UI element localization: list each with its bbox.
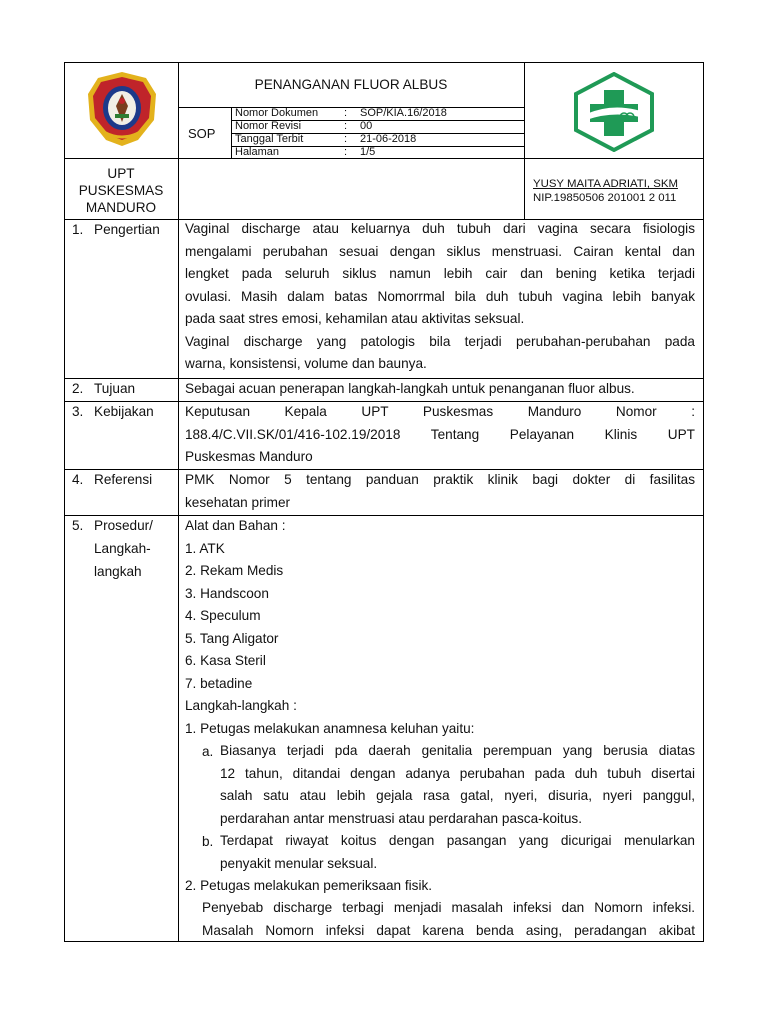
referensi-text bbox=[185, 469, 695, 514]
meta-value: SOP/KIA.16/2018 bbox=[360, 107, 447, 119]
alat-item: 2. Rekam Medis bbox=[185, 563, 284, 578]
puskesmas-logo bbox=[572, 72, 656, 152]
meta-label: Halaman bbox=[235, 146, 280, 158]
meta-label: Nomor Revisi bbox=[235, 120, 302, 132]
org-name-line: MANDURO bbox=[85, 200, 157, 215]
text-line: 12 tahun, ditandai dengan adanya perubahan pada duh tubuh disertai bbox=[220, 765, 695, 781]
divider bbox=[524, 62, 525, 219]
text-line: warna, konsistensi, volume dan baunya. bbox=[185, 356, 427, 371]
section-label: Pengertian bbox=[94, 222, 160, 237]
langkah-title: Langkah-langkah : bbox=[185, 698, 297, 713]
section-label: Referensi bbox=[94, 472, 153, 487]
section-label: Prosedur/ bbox=[94, 518, 153, 533]
section-label: Tujuan bbox=[94, 381, 136, 396]
text-line: penyakit menular seksual. bbox=[220, 855, 378, 871]
alat-item: 6. Kasa Steril bbox=[185, 653, 266, 668]
step-item: 2. Petugas melakukan pemeriksaan fisik. bbox=[185, 878, 433, 893]
section-number: 2. bbox=[72, 381, 84, 396]
pengertian-text bbox=[185, 218, 695, 376]
text-line: ovulasi. Masih dalam batas Nomorrmal bila duh tubuh vagina lebih banyak bbox=[185, 288, 695, 304]
alat-item: 3. Handscoon bbox=[185, 585, 269, 601]
section-number: 5. bbox=[72, 518, 84, 533]
sop-label: SOP bbox=[188, 126, 216, 141]
text-line: kesehatan primer bbox=[185, 494, 291, 510]
step1b-text bbox=[220, 830, 695, 875]
step-item: 1. Petugas melakukan anamnesa keluhan yaitu: bbox=[185, 720, 475, 736]
meta-sep: : bbox=[344, 120, 348, 132]
org-name-line: PUSKESMAS bbox=[78, 183, 164, 198]
text-line: perdarahan antar menstruasi atau perdarahan pasca-koitus. bbox=[220, 810, 582, 826]
text-line: PMK Nomor 5 tentang panduan praktik klinik bagi dokter di fasilitas bbox=[185, 472, 695, 487]
meta-label: Nomor Dokumen bbox=[235, 107, 319, 119]
text-line: Sebagai acuan penerapan langkah-langkah untuk penanganan fluor albus. bbox=[185, 381, 635, 396]
text-line: lengket pada seluruh siklus namun lebih cair dan bening ketika terjadi bbox=[185, 266, 695, 281]
text-line: Vaginal discharge yang patologis bila terjadi perubahan-perubahan pada bbox=[185, 333, 695, 349]
section-number: 3. bbox=[72, 404, 84, 419]
alat-item: 4. Speculum bbox=[185, 608, 261, 623]
text-line: Vaginal discharge atau keluarnya duh tubuh dari vagina secara fisiologis bbox=[185, 221, 695, 236]
text-line: 188.4/C.VII.SK/01/416-102.19/2018 Tentang Pelayanan Klinis UPT bbox=[185, 426, 695, 442]
section-label: Langkah- bbox=[94, 541, 151, 556]
kebijakan-text bbox=[185, 401, 695, 469]
step2-heading bbox=[185, 875, 695, 898]
divider bbox=[178, 107, 524, 108]
prosedur-text bbox=[185, 515, 695, 740]
text-line: Biasanya terjadi pda daerah genitalia perempuan yang berusia diatas bbox=[220, 743, 695, 758]
alat-item: 1. ATK bbox=[185, 540, 225, 556]
divider bbox=[64, 158, 704, 159]
step2-text bbox=[202, 897, 695, 942]
text-line: mengalami perubahan sesuai dengan siklus menstruasi. Cairan kental dan bbox=[185, 243, 695, 259]
meta-value: 00 bbox=[360, 120, 373, 132]
meta-sep: : bbox=[344, 146, 348, 158]
divider bbox=[231, 107, 232, 158]
section-label: langkah bbox=[94, 564, 142, 579]
section-label: Kebijakan bbox=[94, 404, 154, 419]
text-line: salah satu atau lebih gejala rasa gatal, nyeri, disuria, nyeri panggul, bbox=[220, 788, 695, 803]
section-number: 4. bbox=[72, 472, 84, 487]
text-line: pada saat stres emosi, kehamilan atau aktivitas seksual. bbox=[185, 311, 525, 326]
alat-item: 5. Tang Aligator bbox=[185, 630, 279, 646]
alat-title: Alat dan Bahan : bbox=[185, 518, 286, 533]
org-name-line: UPT bbox=[107, 166, 135, 181]
list-marker: b. bbox=[202, 834, 214, 849]
meta-label: Tanggal Terbit bbox=[235, 133, 304, 145]
signer-name: YUSY MAITA ADRIATI, SKM bbox=[533, 178, 678, 190]
tujuan-text bbox=[185, 378, 695, 401]
text-line: Keputusan Kepala UPT Puskesmas Manduro Nomor : bbox=[185, 404, 695, 419]
text-line: Puskesmas Manduro bbox=[185, 449, 313, 464]
text-line: Penyebab discharge terbagi menjadi masalah infeksi dan Nomorn infeksi. bbox=[202, 900, 695, 915]
step1a-text bbox=[220, 740, 695, 830]
list-marker: a. bbox=[202, 744, 214, 759]
meta-sep: : bbox=[344, 133, 348, 145]
divider bbox=[178, 62, 179, 942]
meta-sep: : bbox=[344, 107, 348, 119]
meta-value: 1/5 bbox=[360, 146, 376, 158]
text-line: Terdapat riwayat koitus dengan pasangan yang dicurigai menularkan bbox=[220, 833, 695, 848]
regency-emblem-logo bbox=[86, 70, 158, 148]
document-title: PENANGANAN FLUOR ALBUS bbox=[254, 77, 448, 92]
section-number: 1. bbox=[72, 222, 84, 237]
meta-value: 21-06-2018 bbox=[360, 133, 417, 145]
alat-item: 7. betadine bbox=[185, 675, 253, 691]
signer-nip: NIP.19850506 201001 2 011 bbox=[533, 192, 677, 204]
text-line: Masalah Nomorn infeksi dapat karena benda asing, peradangan akibat bbox=[202, 922, 695, 938]
